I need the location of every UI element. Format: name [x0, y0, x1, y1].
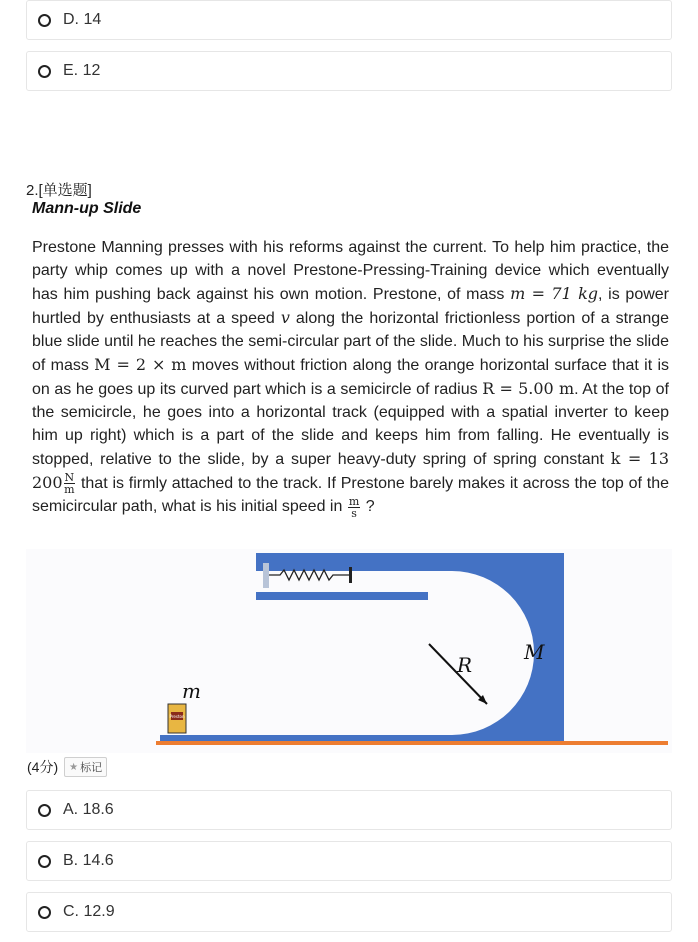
score-row [27, 757, 107, 777]
option-b[interactable] [26, 841, 672, 881]
star-icon: ★ [69, 761, 79, 773]
body-text: , is power hurtled by enthusiasts at a speed [32, 286, 670, 327]
body-text: along the horizontal frictionless portion of a strange blue slide until he reaches the semi-circular part of the slide. Much to his surprise the slide of mass [32, 310, 670, 374]
spring-stopper [349, 567, 352, 583]
spring-wall [263, 563, 269, 588]
slide-mass-equation: M = 2 × m [94, 355, 187, 374]
score-label: (4分) [27, 759, 59, 775]
body-text: that is firmly attached to the track. If Prestone barely makes it across the top of the semicircular path, what is his initial speed in [32, 475, 669, 516]
option-label: E. 12 [63, 62, 101, 79]
radio-circle-icon[interactable] [38, 14, 51, 27]
upper-track [256, 592, 428, 600]
label-M: M [524, 640, 545, 664]
label-R: R [457, 653, 473, 677]
body-text: ? [361, 498, 375, 516]
radius-equation: R = 5.00 m [482, 379, 575, 398]
body-text: . At the top of the semicircle, he goes into a horizontal track (equipped with a spatial inverter to keep him up right) which is a part of the slide and keeps him from falling. He eventually is stopped, relative to the slide, by a super heavy-duty spring of spring constant [32, 381, 669, 468]
body-text: Prestone Manning presses with his reforms against the current. To help him practice, the party whip comes up with a novel Prestone-Pressing-Training device which eventually has him pushing back against his own motion. Prestone, of mass [32, 239, 669, 303]
mass-equation: m = 71 kg [510, 284, 599, 303]
question-title: Mann-up Slide [32, 200, 142, 217]
spring-unit-fraction: $\frac{N}{m}$ [64, 471, 75, 497]
speed-variable: v [280, 308, 290, 327]
option-label: B. 14.6 [63, 852, 114, 869]
question-number-type: 2.[单选题] [26, 182, 92, 199]
spring-constant-equation: k = 13 200 [32, 449, 669, 492]
radio-circle-icon[interactable] [38, 906, 51, 919]
slide-figure [26, 549, 672, 753]
prestone-box-text: Preston [169, 714, 185, 719]
slide-diagram [26, 549, 672, 753]
radio-circle-icon[interactable] [38, 65, 51, 78]
body-text: moves without friction along the orange horizontal surface that it is on as he goes up its curved part which is a semicircle of radius [32, 357, 670, 398]
option-d[interactable] [26, 0, 672, 40]
option-a[interactable] [26, 790, 672, 830]
option-label: D. 14 [63, 11, 102, 28]
option-label: C. 12.9 [63, 903, 115, 920]
answer-unit-fraction: $\frac{m}{s}$ [348, 494, 360, 520]
option-c[interactable] [26, 892, 672, 932]
orange-ground [156, 741, 668, 745]
mark-button[interactable] [64, 757, 107, 777]
option-label: A. 18.6 [63, 801, 114, 818]
radio-circle-icon[interactable] [38, 804, 51, 817]
mark-label: 标记 [80, 762, 103, 774]
label-m: m [182, 679, 201, 703]
question-body [32, 236, 669, 519]
radio-circle-icon[interactable] [38, 855, 51, 868]
option-e[interactable] [26, 51, 672, 91]
